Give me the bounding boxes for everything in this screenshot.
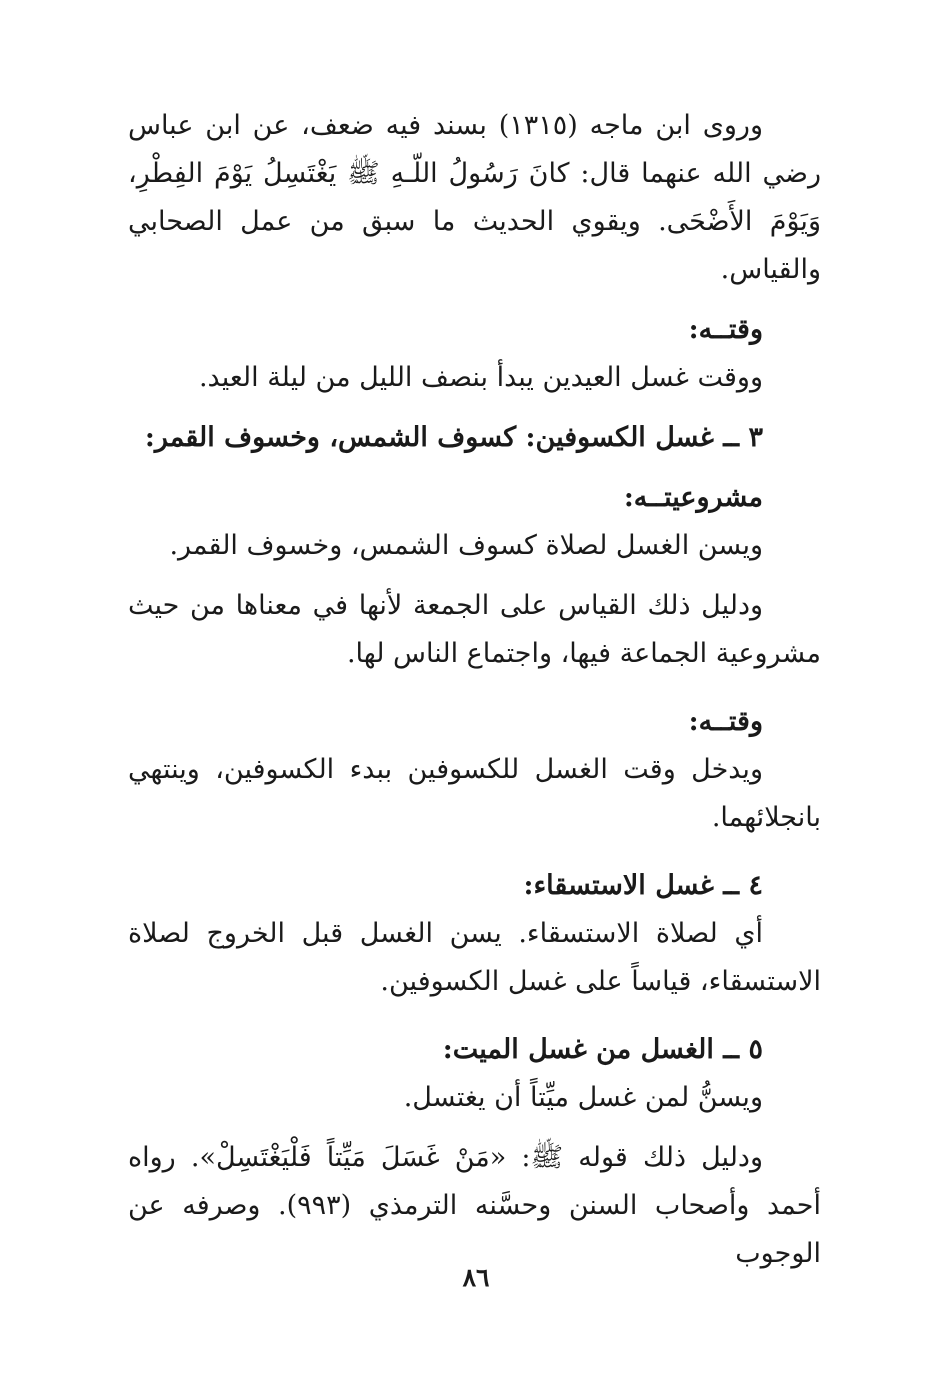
page-body [128,102,821,1302]
spacer [128,1006,821,1026]
paragraph-hadith-evidence: ودليل ذلك قوله ﷺ: «مَنْ غَسَلَ مَيِّتاً فَلْيَغْتَسِلْ». رواه أحمد وأصحاب السنن وحسَّنه الترمذي (٩٩٣). وصرفه عن الوجوب [128,1142,821,1269]
page-number: ٨٦ [462,1263,490,1292]
paragraph-ibn-majah: وروى ابن ماجه (١٣١٥) بسند فيه ضعف، عن ابن عباس رضي الله عنهما قال: كانَ رَسُولُ اللّـهِ ﷺ يَغْتَسِلُ يَوْمَ الفِطْرِ، وَيَوْمَ الأَضْحَى. ويقوي الحديث ما سبق من عمل الصحابي والقياس. [128,110,821,285]
heading-time-eid: وقتــه: [688,314,763,345]
paragraph-eclipse-sunnah: ويسن الغسل لصلاة كسوف الشمس، وخسوف القمر. [169,530,763,561]
paragraph-eclipse-evidence: ودليل ذلك القياس على الجمعة لأنها في معناها من حيث مشروعية الجماعة فيها، واجتماع الناس لها. [128,590,821,669]
paragraph-eclipse-time: ويدخل وقت الغسل للكسوفين ببدء الكسوفين، وينتهي بانجلائهما. [128,754,821,833]
heading-legitimacy: مشروعيتــه: [623,482,763,513]
heading-istisqa-ghusl: ٤ ــ غسل الاستسقاء: [523,870,763,901]
paragraph-washing-deceased: ويسنُّ لمن غسل ميِّتاً أن يغتسل. [403,1082,763,1113]
heading-time-eclipse: وقتــه: [688,706,763,737]
spacer [128,570,821,582]
spacer [128,842,821,862]
spacer [128,462,821,474]
spacer [128,402,821,414]
heading-washing-deceased: ٥ ــ الغسل من غسل الميت: [442,1034,763,1065]
paragraph-eid-time: ووقت غسل العيدين يبدأ بنصف الليل من ليلة العيد. [198,362,763,393]
heading-eclipse-ghusl: ٣ ــ غسل الكسوفين: كسوف الشمس، وخسوف القمر: [144,422,763,453]
spacer [128,294,821,306]
paragraph-istisqa: أي لصلاة الاستسقاء. يسن الغسل قبل الخروج لصلاة الاستسقاء، قياساً على غسل الكسوفين. [128,918,821,997]
spacer [128,1122,821,1134]
spacer [128,678,821,698]
